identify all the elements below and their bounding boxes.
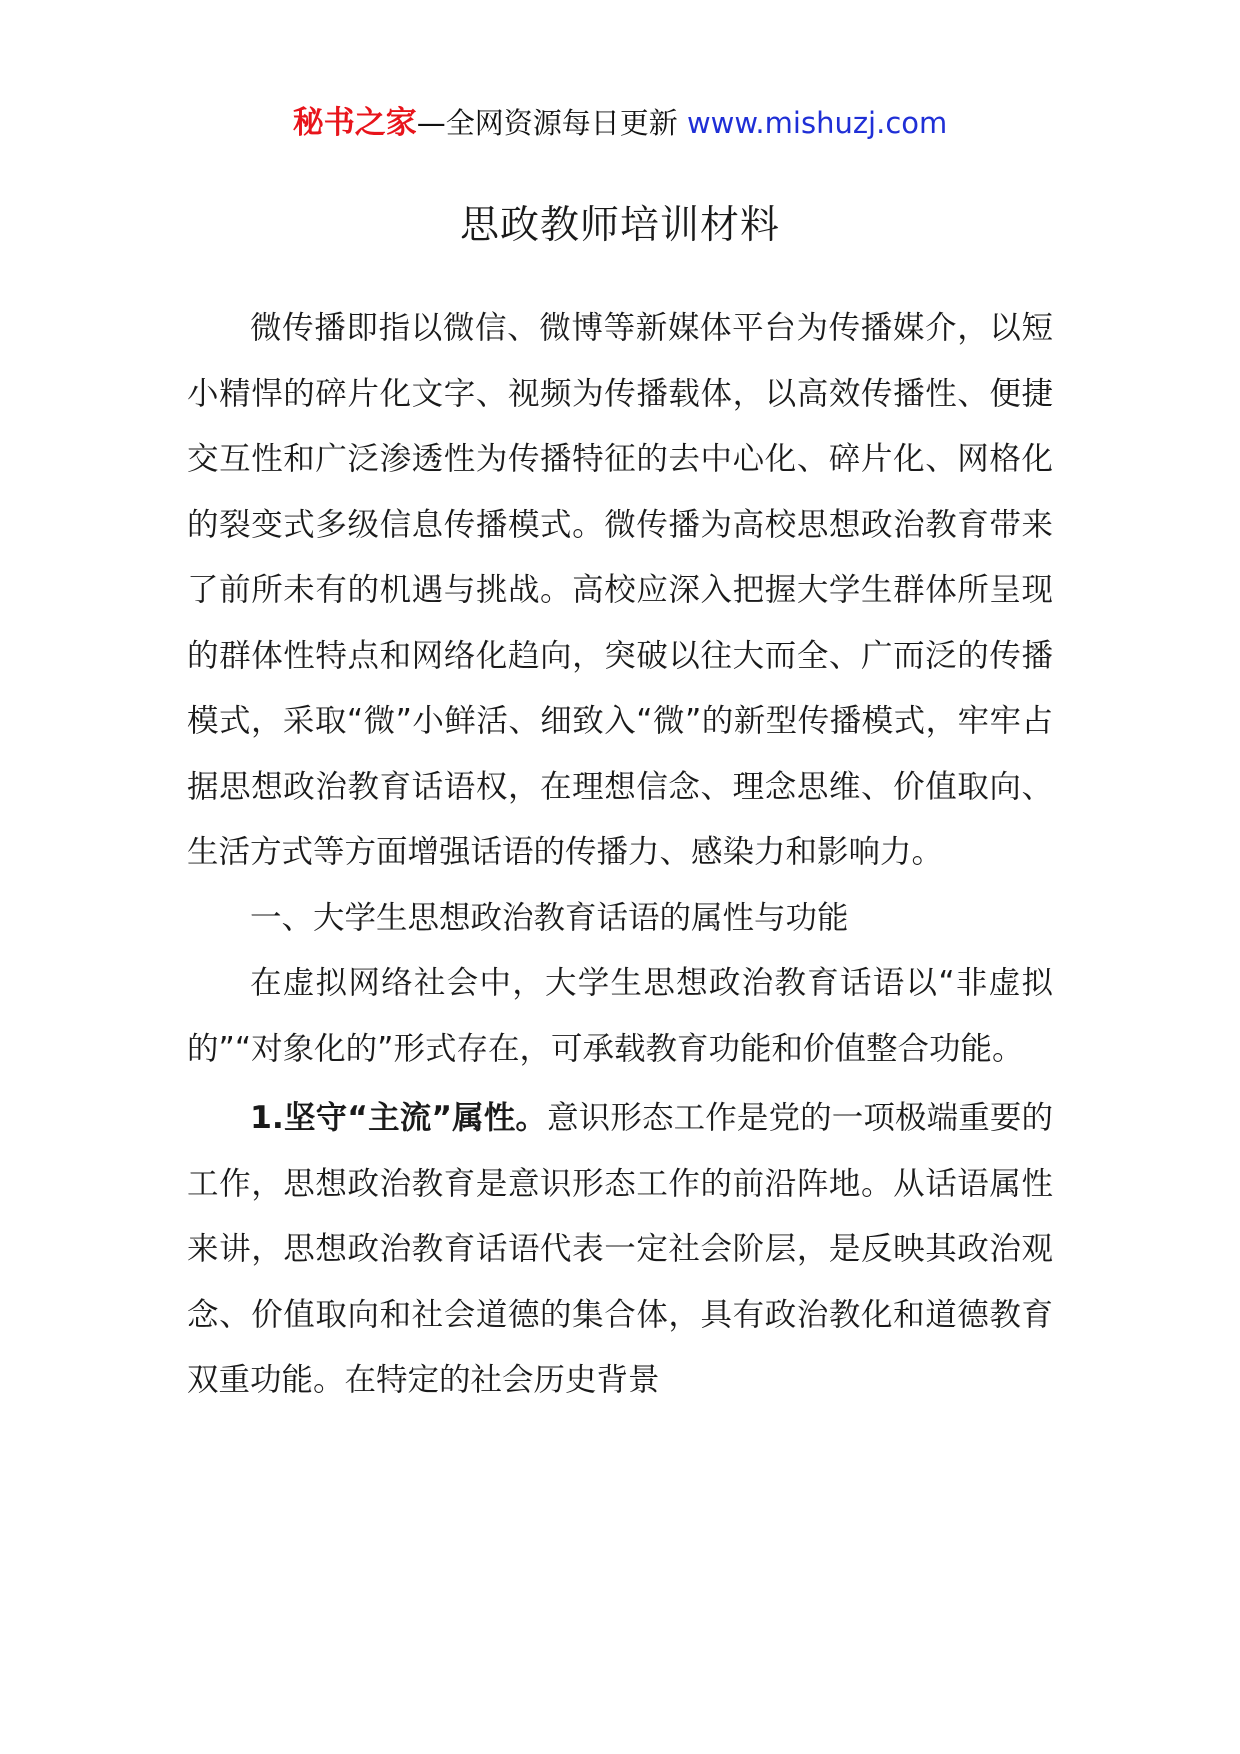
section-heading: 一、大学生思想政治教育话语的属性与功能 [250, 899, 849, 936]
header-tagline: —全网资源每日更新 [416, 106, 687, 140]
body-paragraph: 在虚拟网络社会中，大学生思想政治教育话语以“非虚拟的”“对象化的”形式存在，可承载教育功能和价值整合功能。 [187, 965, 1053, 1067]
site-url-link[interactable]: www.mishuzj.com [686, 106, 948, 140]
brand-name: 秘书之家 [292, 105, 417, 141]
intro-paragraph: 微传播即指以微信、微博等新媒体平台为传播媒介，以短小精悍的碎片化文字、视频为传播载体，以高效传播性、便捷交互性和广泛渗透性为传播特征的去中心化、碎片化、网格化的裂变式多级信息传播模式。微传播为高校思想政治教育带来了前所未有的机遇与挑战。高校应深入把握大学生群体所呈现的群体性特点和网络化趋向，突破以往大而全、广而泛的传播模式，采取“微”小鲜活、细致入“微”的新型传播模式，牢牢占据思想政治教育话语权，在理想信念、理念思维、价值取向、生活方式等方面增强话语的传播力、感染力和影响力。 [187, 310, 1053, 870]
site-header [0, 100, 1240, 146]
document-body [187, 296, 1053, 1414]
document-title: 思政教师培训材料 [459, 203, 780, 248]
section-paragraph [187, 1086, 1053, 1414]
section-text: 意识形态工作是党的一项极端重要的工作，思想政治教育是意识形态工作的前沿阵地。从话语属性来讲，思想政治教育话语代表一定社会阶层，是反映其政治观念、价值取向和社会道德的集合体，具有政治教化和道德教育双重功能。在特定的社会历史背景 [187, 1100, 1053, 1398]
section-lead: 1.坚守“主流”属性。 [250, 1100, 548, 1136]
